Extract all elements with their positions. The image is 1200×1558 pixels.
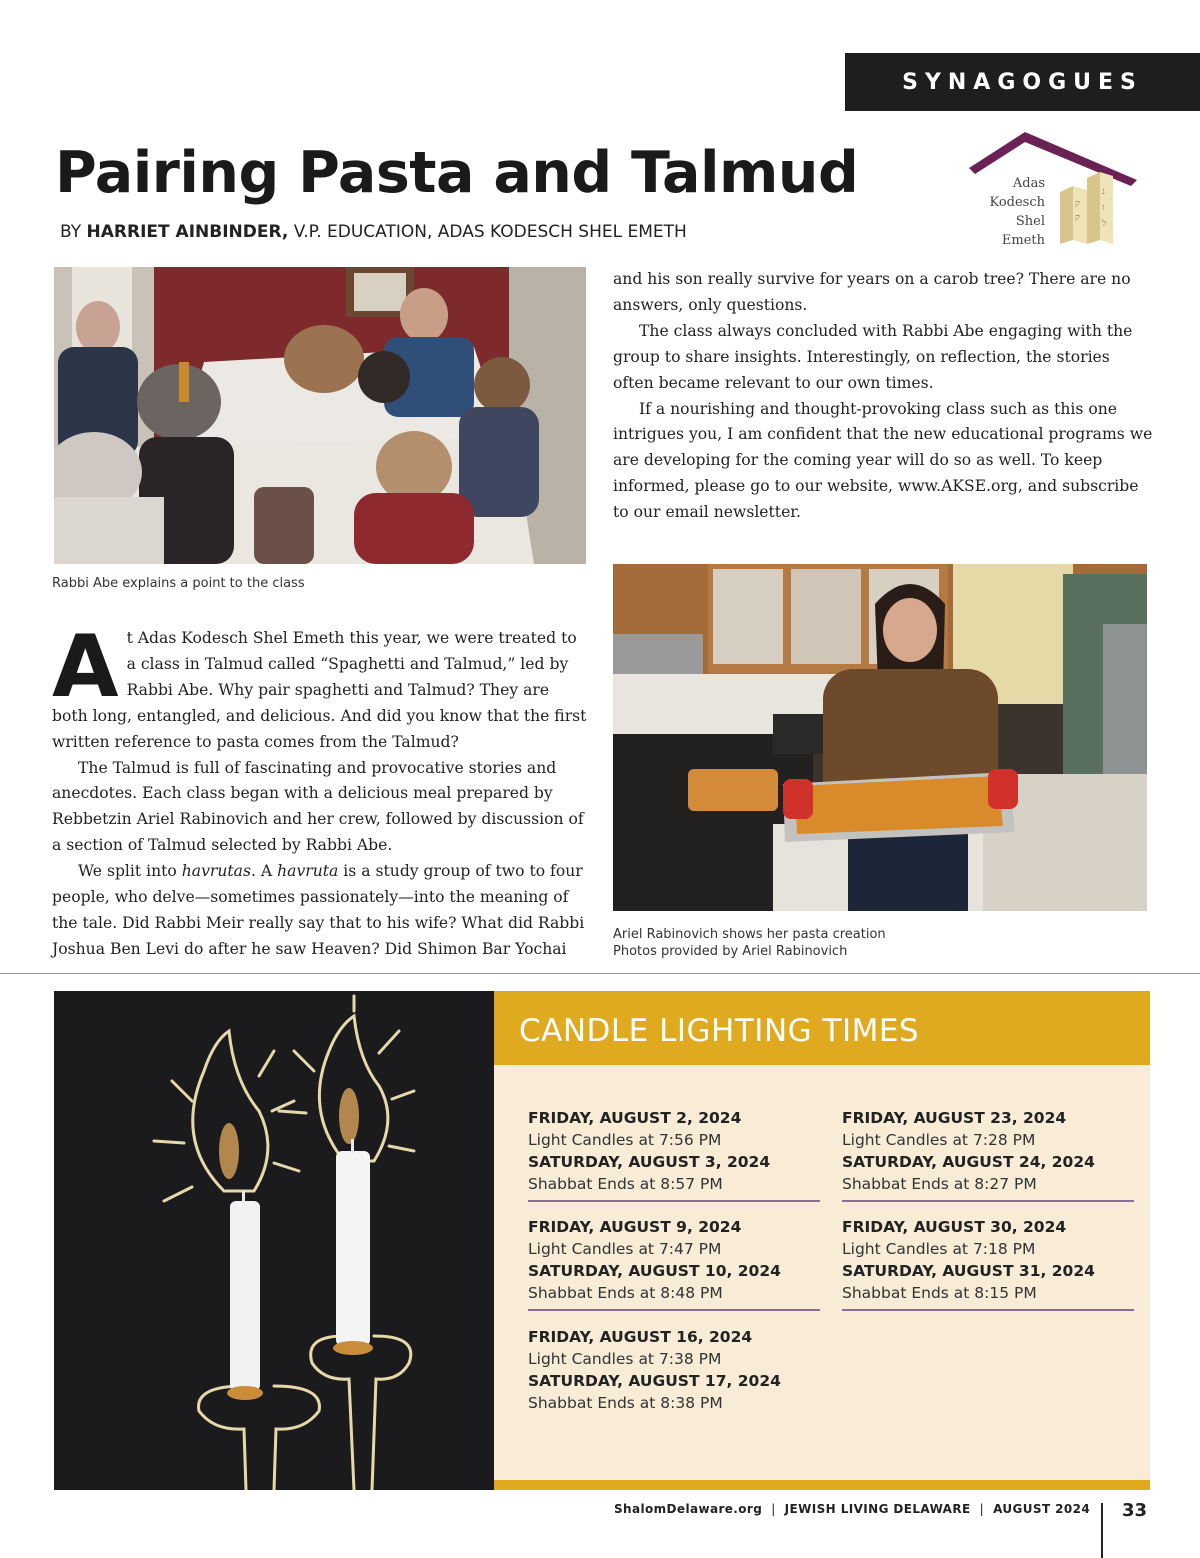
photo2-caption (613, 926, 886, 960)
friday-date: FRIDAY, AUGUST 2, 2024 (528, 1109, 742, 1127)
article-paragraph: and his son really survive for years on a carob tree? There are no answers, only questions. (613, 270, 1131, 314)
ends-time: Shabbat Ends at 8:57 PM (528, 1175, 723, 1193)
kitchen-pasta-photo (613, 564, 1147, 911)
paragraph-text: is a study group of two to four people, who delve—sometimes passionately—into the meaning of the tale. Did Rabbi Meir really say that to his wife? What did Rabbi Joshua Ben Levi do after he saw Heaven? Did Shimon Bar Yochai (52, 862, 585, 958)
footer-divider (1101, 1503, 1103, 1558)
footer-publication: JEWISH LIVING DELAWARE (784, 1502, 971, 1516)
friday-date: FRIDAY, AUGUST 23, 2024 (842, 1109, 1067, 1127)
entry-divider (528, 1309, 820, 1311)
friday-date: FRIDAY, AUGUST 16, 2024 (528, 1328, 753, 1346)
saturday-date: SATURDAY, AUGUST 31, 2024 (842, 1262, 1095, 1280)
candle-entry (842, 1216, 1134, 1311)
friday-date: FRIDAY, AUGUST 30, 2024 (842, 1218, 1067, 1236)
svg-text:ל: ל (1102, 219, 1107, 229)
entry-divider (528, 1200, 820, 1202)
logo-wordmark (965, 174, 1045, 250)
candle-lighting-header (494, 991, 1150, 1065)
byline (60, 222, 687, 242)
light-time: Light Candles at 7:38 PM (528, 1350, 722, 1368)
ends-time: Shabbat Ends at 8:38 PM (528, 1394, 723, 1412)
article-paragraph: The Talmud is full of fascinating and provocative stories and anecdotes. Each class began with a delicious meal prepared by Rebbetzin Ariel Rabinovich and her crew, followed by discussion of a section of Talmud selected by Rabbi Abe. (52, 758, 584, 855)
article-paragraph (52, 617, 587, 756)
light-time: Light Candles at 7:18 PM (842, 1240, 1036, 1258)
section-divider (0, 973, 1200, 974)
saturday-date: SATURDAY, AUGUST 17, 2024 (528, 1372, 781, 1390)
ends-time: Shabbat Ends at 8:48 PM (528, 1284, 723, 1302)
candle-lighting-title: CANDLE LIGHTING TIMES (519, 1013, 920, 1049)
paragraph-text: We split into (78, 862, 182, 881)
ends-time: Shabbat Ends at 8:15 PM (842, 1284, 1037, 1302)
footer-separator: | (771, 1502, 776, 1516)
candle-entry (842, 1107, 1134, 1202)
ends-time: Shabbat Ends at 8:27 PM (842, 1175, 1037, 1193)
saturday-date: SATURDAY, AUGUST 24, 2024 (842, 1153, 1095, 1171)
light-time: Light Candles at 7:28 PM (842, 1131, 1036, 1149)
emphasis-term: havruta (277, 862, 339, 881)
page-footer (614, 1502, 1090, 1516)
candle-lighting-panel (494, 1065, 1150, 1480)
logo-line: Kodesch (989, 195, 1045, 210)
article-paragraph: If a nourishing and thought-provoking class such as this one intrigues you, I am confident that the new educational programs we are developing for the coming year will do so as well. To keep informed, please go to our website, www.AKSE.org, and subscribe to our email newsletter. (613, 399, 1153, 522)
entry-divider (842, 1200, 1134, 1202)
paragraph-text: t Adas Kodesch Shel Emeth this year, we were treated to a class in Talmud called “Spaghetti and Talmud,” led by Rabbi Abe. Why pair spaghetti and Talmud? They are both long, entangled, and delicious. And did you know that the first written reference to pasta comes from the Talmud? (52, 629, 587, 751)
article-paragraph: The class always concluded with Rabbi Abe engaging with the group to share insights. Interestingly, on reflection, the stories often became relevant to our own times. (613, 321, 1133, 392)
logo-line: Emeth (1001, 233, 1045, 248)
article-column-1 (52, 617, 587, 963)
entry-divider (842, 1309, 1134, 1311)
saturday-date: SATURDAY, AUGUST 10, 2024 (528, 1262, 781, 1280)
paragraph-text: . A (250, 862, 278, 881)
light-time: Light Candles at 7:47 PM (528, 1240, 722, 1258)
svg-text:ק: ק (1075, 213, 1080, 223)
footer-separator: | (979, 1502, 985, 1516)
logo-line: Shel (1015, 214, 1045, 229)
chalk-candles-photo (54, 991, 494, 1490)
saturday-date: SATURDAY, AUGUST 3, 2024 (528, 1153, 771, 1171)
candle-entry (528, 1107, 820, 1202)
section-tag: SYNAGOGUES (845, 53, 1200, 111)
byline-role: V.P. EDUCATION, ADAS KODESCH SHEL EMETH (293, 222, 687, 242)
article-headline: Pairing Pasta and Talmud (55, 140, 859, 206)
candle-entry (528, 1216, 820, 1311)
emphasis-term: havrutas (181, 862, 251, 881)
candle-entry (528, 1326, 820, 1414)
candle-lighting-bottom-bar (494, 1480, 1150, 1490)
svg-text:ז: ז (1102, 203, 1105, 213)
article-column-2 (613, 267, 1153, 526)
byline-author: HARRIET AINBINDER, (86, 222, 289, 242)
photo1-caption: Rabbi Abe explains a point to the class (52, 576, 305, 591)
page-number: 33 (1122, 1500, 1148, 1521)
classroom-photo (54, 267, 586, 564)
article-paragraph (52, 859, 587, 963)
caption-line: Ariel Rabinovich shows her pasta creation (613, 927, 886, 942)
logo-line: Adas (1012, 176, 1045, 191)
footer-issue: AUGUST 2024 (993, 1502, 1091, 1516)
byline-prefix: BY (60, 222, 82, 242)
caption-line: Photos provided by Ariel Rabinovich (613, 944, 848, 959)
drop-cap: A (52, 617, 119, 717)
footer-site-link[interactable]: ShalomDelaware.org (614, 1502, 763, 1516)
friday-date: FRIDAY, AUGUST 9, 2024 (528, 1218, 742, 1236)
light-time: Light Candles at 7:56 PM (528, 1131, 722, 1149)
svg-text:נ: נ (1102, 187, 1105, 197)
svg-text:ק: ק (1075, 199, 1080, 209)
